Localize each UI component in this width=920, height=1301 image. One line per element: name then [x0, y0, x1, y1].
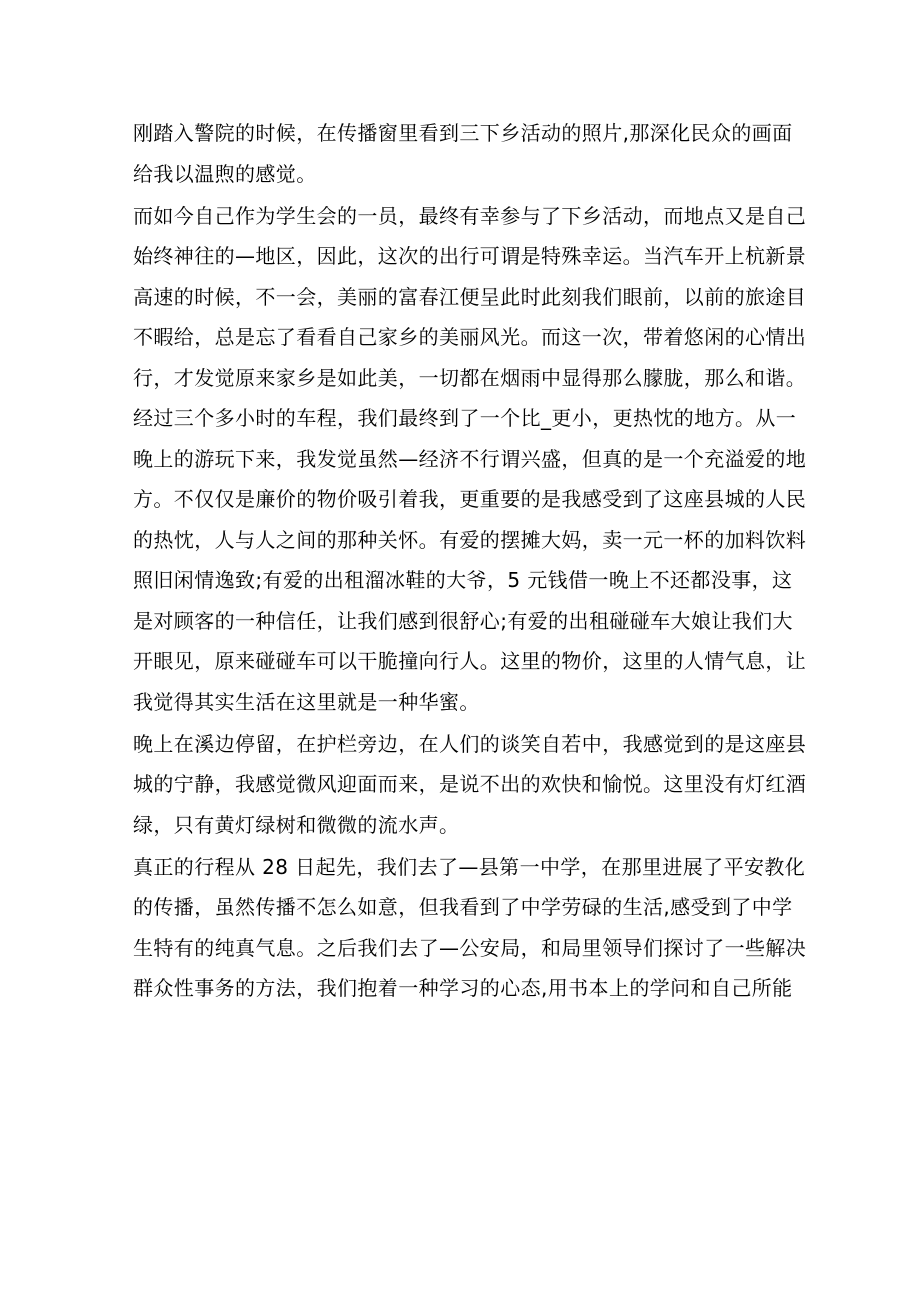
- text-line: 真正的行程从 28 日起先，我们去了—县第一中学，在那里进展了平安教化: [133, 854, 806, 879]
- text-line: 绿，只有黄灯绿树和微微的流水声。: [133, 812, 460, 837]
- text-line: 生特有的纯真气息。之后我们去了—公安局，和局里领导们探讨了一些解决: [133, 935, 807, 960]
- text-line: 晚上的游玩下来，我发觉虽然—经济不行谓兴盛，但真的是一个充溢爱的地: [133, 446, 807, 471]
- text-line: 始终神往的—地区，因此，这次的出行可谓是特殊幸运。当汽车开上杭新景: [133, 244, 807, 268]
- text-line: 照旧闲情逸致;有爱的出租溜冰鞋的大爷，5 元钱借一晚上不还都没事，这: [133, 568, 793, 592]
- text-line: 城的宁静，我感觉微风迎面而来，是说不出的欢快和愉悦。这里没有灯红酒: [133, 772, 807, 796]
- paragraph: [133, 724, 813, 846]
- document-body: [133, 113, 813, 1009]
- text-line: 的传播，虽然传播不怎么如意，但我看到了中学劳碌的生活,感受到了中学: [133, 895, 793, 919]
- text-line: 我觉得其实生活在这里就是一种华蜜。: [133, 689, 480, 714]
- text-line: 刚踏入警院的时候，在传播窗里看到三下乡活动的照片,那深化民众的画面: [133, 121, 793, 145]
- text-line: 行，才发觉原来家乡是如此美，一切都在烟雨中显得那么朦胧，那么和谐。: [133, 365, 807, 390]
- text-line: 的热忱，人与人之间的那种关怀。有爱的摆摊大妈，卖一元一杯的加料饮料: [133, 527, 807, 552]
- text-line: 给我以温煦的感觉。: [133, 161, 317, 186]
- paragraph: [133, 196, 813, 723]
- paragraph: [133, 113, 813, 194]
- text-line: 而如今自己作为学生会的一员，最终有幸参与了下乡活动，而地点又是自己: [133, 203, 807, 228]
- text-line: 开眼见，原来碰碰车可以干脆撞向行人。这里的物价，这里的人情气息，让: [133, 649, 807, 673]
- text-line: 不暇给，总是忘了看看自己家乡的美丽风光。而这一次，带着悠闲的心情出: [133, 325, 807, 349]
- text-line: 高速的时候，不一会，美丽的富春江便呈此时此刻我们眼前，以前的旅途目: [133, 284, 807, 309]
- text-line: 群众性事务的方法，我们抱着一种学习的心态,用书本上的学问和自己所能: [133, 976, 793, 1000]
- text-line: 经过三个多小时的车程，我们最终到了一个比_更小，更热忱的地方。从一: [133, 406, 797, 430]
- text-line: 是对顾客的一种信任，让我们感到很舒心;有爱的出租碰碰车大娘让我们大: [133, 608, 793, 633]
- text-line: 方。不仅仅是廉价的物价吸引着我，更重要的是我感受到了这座县城的人民: [133, 487, 807, 511]
- paragraph: [133, 847, 813, 1009]
- text-line: 晚上在溪边停留，在护栏旁边，在人们的谈笑自若中，我感觉到的是这座县: [133, 731, 807, 756]
